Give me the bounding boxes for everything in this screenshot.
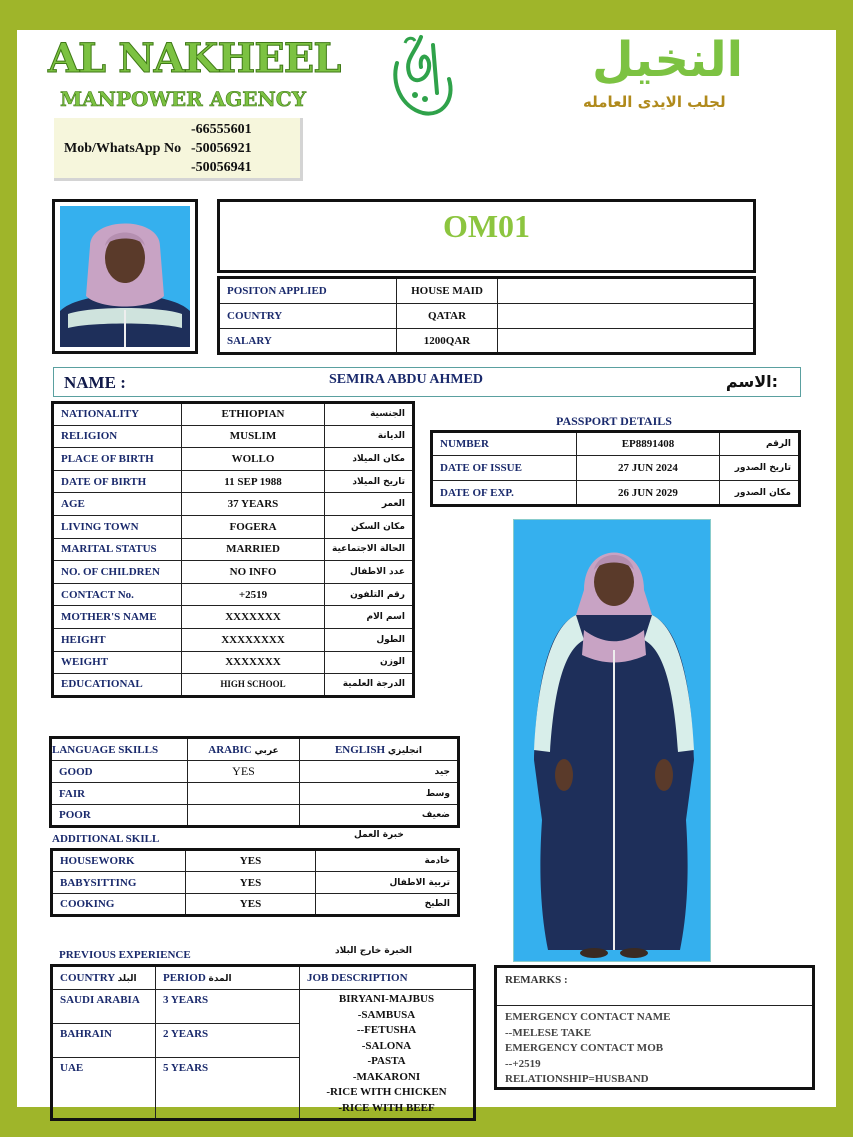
arabic-header bbox=[188, 738, 300, 761]
full-body-photo bbox=[513, 519, 711, 962]
remark-line: --MELESE TAKE bbox=[505, 1026, 592, 1039]
passport-label: DATE OF EXP. bbox=[432, 481, 577, 506]
table-row bbox=[432, 481, 800, 506]
job-table bbox=[217, 276, 756, 355]
personal-value: WOLLO bbox=[182, 448, 325, 471]
skill-label-ar: خادمة bbox=[316, 850, 459, 872]
job-header: JOB DESCRIPTION bbox=[300, 966, 475, 990]
skills-table bbox=[50, 848, 460, 917]
country-header-ar: البلد bbox=[117, 974, 137, 984]
personal-value: XXXXXXX bbox=[182, 606, 325, 629]
personal-label: EDUCATIONAL bbox=[53, 674, 182, 697]
remarks-lines bbox=[505, 1010, 670, 1088]
contact-label: Mob/WhatsApp No bbox=[64, 141, 182, 156]
remark-line: EMERGENCY CONTACT MOB bbox=[505, 1042, 664, 1054]
name-label-ar: الاسم: bbox=[725, 372, 778, 391]
table-row bbox=[219, 278, 755, 304]
personal-label: HEIGHT bbox=[53, 628, 182, 651]
job-value: QATAR bbox=[397, 304, 498, 329]
skill-label: BABYSITTING bbox=[52, 872, 186, 894]
job-line: BIRYANI-MAJBUS bbox=[338, 993, 435, 1005]
table-row bbox=[53, 538, 414, 561]
table-row bbox=[53, 628, 414, 651]
calligraphy-emblem-icon bbox=[385, 33, 459, 126]
personal-value: HIGH SCHOOL bbox=[182, 674, 325, 697]
personal-label: CONTACT No. bbox=[53, 583, 182, 606]
skill-label: COOKING bbox=[52, 894, 186, 916]
table-row bbox=[53, 674, 414, 697]
english-label-ar: انجليزي bbox=[387, 745, 423, 756]
personal-value: MUSLIM bbox=[182, 425, 325, 448]
experience-title: PREVIOUS EXPERIENCE bbox=[59, 949, 191, 961]
personal-label: LIVING TOWN bbox=[53, 515, 182, 538]
candidate-code: OM01 bbox=[217, 199, 756, 273]
skills-title-ar: خبرة العمل bbox=[354, 830, 404, 840]
personal-label-ar: العمر bbox=[325, 493, 414, 516]
passport-label: DATE OF ISSUE bbox=[432, 456, 577, 481]
job-value: 1200QAR bbox=[397, 329, 498, 354]
phone-3: -50056941 bbox=[191, 160, 252, 175]
table-row bbox=[432, 456, 800, 481]
personal-label: AGE bbox=[53, 493, 182, 516]
passport-label-ar: الرقم bbox=[720, 432, 800, 456]
personal-value: XXXXXXXX bbox=[182, 628, 325, 651]
skill-value: YES bbox=[186, 894, 316, 916]
table-row bbox=[432, 432, 800, 456]
exp-country: UAE bbox=[52, 1058, 156, 1120]
arabic-level bbox=[188, 783, 300, 805]
job-line: -PASTA bbox=[367, 1055, 406, 1067]
name-bar bbox=[53, 367, 801, 397]
language-header: LANGUAGE SKILLS bbox=[51, 738, 188, 761]
logo-ar-subtitle: لجلب الايدى العامله bbox=[583, 93, 726, 111]
remarks-box bbox=[494, 965, 815, 1090]
table-row bbox=[53, 403, 414, 426]
table-row bbox=[219, 329, 755, 354]
personal-value: 11 SEP 1988 bbox=[182, 470, 325, 493]
personal-value: ETHIOPIAN bbox=[182, 403, 325, 426]
language-table bbox=[49, 736, 460, 828]
skill-value: YES bbox=[186, 872, 316, 894]
remark-line: RELATIONSHIP=HUSBAND bbox=[505, 1073, 649, 1085]
experience-title-ar: الخبرة خارج البلاد bbox=[335, 946, 412, 956]
personal-label: NATIONALITY bbox=[53, 403, 182, 426]
language-level: POOR bbox=[51, 805, 188, 827]
personal-table bbox=[51, 401, 415, 698]
english-header bbox=[300, 738, 459, 761]
exp-period: 2 YEARS bbox=[156, 1024, 300, 1058]
table-row bbox=[53, 493, 414, 516]
personal-value: XXXXXXX bbox=[182, 651, 325, 674]
job-line: -MAKARONI bbox=[352, 1070, 421, 1083]
skills-title: ADDITIONAL SKILL bbox=[52, 833, 160, 845]
table-row bbox=[51, 738, 459, 761]
personal-value: MARRIED bbox=[182, 538, 325, 561]
phone-1: -66555601 bbox=[191, 122, 252, 137]
remarks-label: REMARKS : bbox=[505, 974, 568, 986]
job-line: --FETUSHA bbox=[356, 1024, 417, 1036]
table-row bbox=[53, 470, 414, 493]
table-row bbox=[52, 966, 475, 990]
personal-value: +2519 bbox=[182, 583, 325, 606]
job-label: POSITON APPLIED bbox=[219, 278, 397, 304]
table-row bbox=[53, 561, 414, 584]
english-label: ENGLISH bbox=[334, 743, 386, 756]
contact-box bbox=[54, 118, 303, 181]
cv-page bbox=[17, 30, 836, 1114]
personal-label-ar: الديانة bbox=[325, 425, 414, 448]
passport-value: 27 JUN 2024 bbox=[577, 456, 720, 481]
job-line: -RICE WITH BEEF bbox=[338, 1101, 435, 1114]
job-line: -SAMBUSA bbox=[357, 1008, 416, 1021]
arabic-level bbox=[188, 805, 300, 827]
passport-value: 26 JUN 2029 bbox=[577, 481, 720, 506]
experience-table bbox=[50, 964, 476, 1121]
table-row bbox=[53, 651, 414, 674]
table-row bbox=[53, 515, 414, 538]
personal-label: DATE OF BIRTH bbox=[53, 470, 182, 493]
passport-label-ar: مكان الصدور bbox=[720, 481, 800, 506]
personal-label-ar: الطول bbox=[325, 628, 414, 651]
table-row bbox=[52, 872, 459, 894]
personal-label-ar: مكان الميلاد bbox=[325, 448, 414, 471]
language-level: GOOD bbox=[51, 761, 188, 783]
table-row bbox=[53, 425, 414, 448]
job-value: HOUSE MAID bbox=[397, 278, 498, 304]
personal-label: PLACE OF BIRTH bbox=[53, 448, 182, 471]
table-row bbox=[51, 783, 459, 805]
personal-value: NO INFO bbox=[182, 561, 325, 584]
name-label: NAME : bbox=[64, 373, 126, 392]
period-header-label: PERIOD bbox=[163, 972, 206, 984]
country-header bbox=[52, 966, 156, 990]
personal-label-ar: مكان السكن bbox=[325, 515, 414, 538]
exp-country: SAUDI ARABIA bbox=[52, 990, 156, 1024]
personal-label-ar: اسم الام bbox=[325, 606, 414, 629]
personal-value: 37 YEARS bbox=[182, 493, 325, 516]
country-header-label: COUNTRY bbox=[60, 972, 115, 984]
logo-en-subtitle: MANPOWER AGENCY bbox=[60, 87, 307, 111]
language-level-ar: ضعيف bbox=[300, 805, 459, 827]
personal-label-ar: الدرجة العلمية bbox=[325, 674, 414, 697]
logo-ar-title: النخيل bbox=[592, 32, 744, 88]
table-row bbox=[52, 990, 475, 1024]
full-body-figure-icon bbox=[514, 520, 710, 961]
personal-value: FOGERA bbox=[182, 515, 325, 538]
personal-label: MARITAL STATUS bbox=[53, 538, 182, 561]
passport-label-ar: تاريخ الصدور bbox=[720, 456, 800, 481]
job-line: -RICE WITH CHICKEN bbox=[326, 1086, 447, 1098]
table-row bbox=[52, 894, 459, 916]
language-level: FAIR bbox=[51, 783, 188, 805]
remark-line: --+2519 bbox=[505, 1057, 541, 1070]
job-label: COUNTRY bbox=[219, 304, 397, 329]
job-line: -SALONA bbox=[361, 1039, 412, 1052]
period-header bbox=[156, 966, 300, 990]
arabic-label-ar: عربي bbox=[254, 745, 279, 756]
job-label: SALARY bbox=[219, 329, 397, 354]
personal-label-ar: رقم التلفون bbox=[325, 583, 414, 606]
language-level-ar: جيد bbox=[300, 761, 459, 783]
table-row bbox=[51, 761, 459, 783]
period-header-ar: المدة bbox=[208, 974, 232, 984]
table-row bbox=[53, 606, 414, 629]
skill-label-ar: تربية الاطفال bbox=[316, 872, 459, 894]
table-row bbox=[52, 850, 459, 872]
portrait-photo bbox=[52, 199, 198, 354]
personal-label-ar: الحالة الاجتماعية bbox=[325, 538, 414, 561]
arabic-level: YES bbox=[188, 761, 300, 783]
candidate-name: SEMIRA ABDU AHMED bbox=[329, 372, 484, 387]
exp-country: BAHRAIN bbox=[52, 1024, 156, 1058]
personal-label-ar: عدد الاطفال bbox=[325, 561, 414, 584]
phone-2: -50056921 bbox=[191, 141, 252, 156]
passport-table bbox=[430, 430, 801, 507]
personal-label-ar: تاريخ الميلاد bbox=[325, 470, 414, 493]
table-row bbox=[51, 805, 459, 827]
personal-label-ar: الوزن bbox=[325, 651, 414, 674]
table-row bbox=[53, 448, 414, 471]
passport-value: EP8891408 bbox=[577, 432, 720, 456]
personal-label: NO. OF CHILDREN bbox=[53, 561, 182, 584]
personal-label: RELIGION bbox=[53, 425, 182, 448]
personal-label: MOTHER'S NAME bbox=[53, 606, 182, 629]
personal-label: WEIGHT bbox=[53, 651, 182, 674]
personal-label-ar: الجنسية bbox=[325, 403, 414, 426]
table-row bbox=[53, 583, 414, 606]
passport-label: NUMBER bbox=[432, 432, 577, 456]
arabic-label: ARABIC bbox=[208, 743, 252, 756]
skill-value: YES bbox=[186, 850, 316, 872]
language-level-ar: وسط bbox=[300, 783, 459, 805]
skill-label-ar: الطبخ bbox=[316, 894, 459, 916]
remark-line: EMERGENCY CONTACT NAME bbox=[505, 1011, 671, 1023]
logo-en-title: AL NAKHEEL bbox=[48, 35, 341, 82]
table-row bbox=[219, 304, 755, 329]
portrait-figure-icon bbox=[60, 206, 190, 347]
skill-label: HOUSEWORK bbox=[52, 850, 186, 872]
exp-period: 5 YEARS bbox=[156, 1058, 300, 1120]
exp-period: 3 YEARS bbox=[156, 990, 300, 1024]
job-description bbox=[300, 990, 475, 1120]
passport-title: PASSPORT DETAILS bbox=[556, 414, 672, 428]
